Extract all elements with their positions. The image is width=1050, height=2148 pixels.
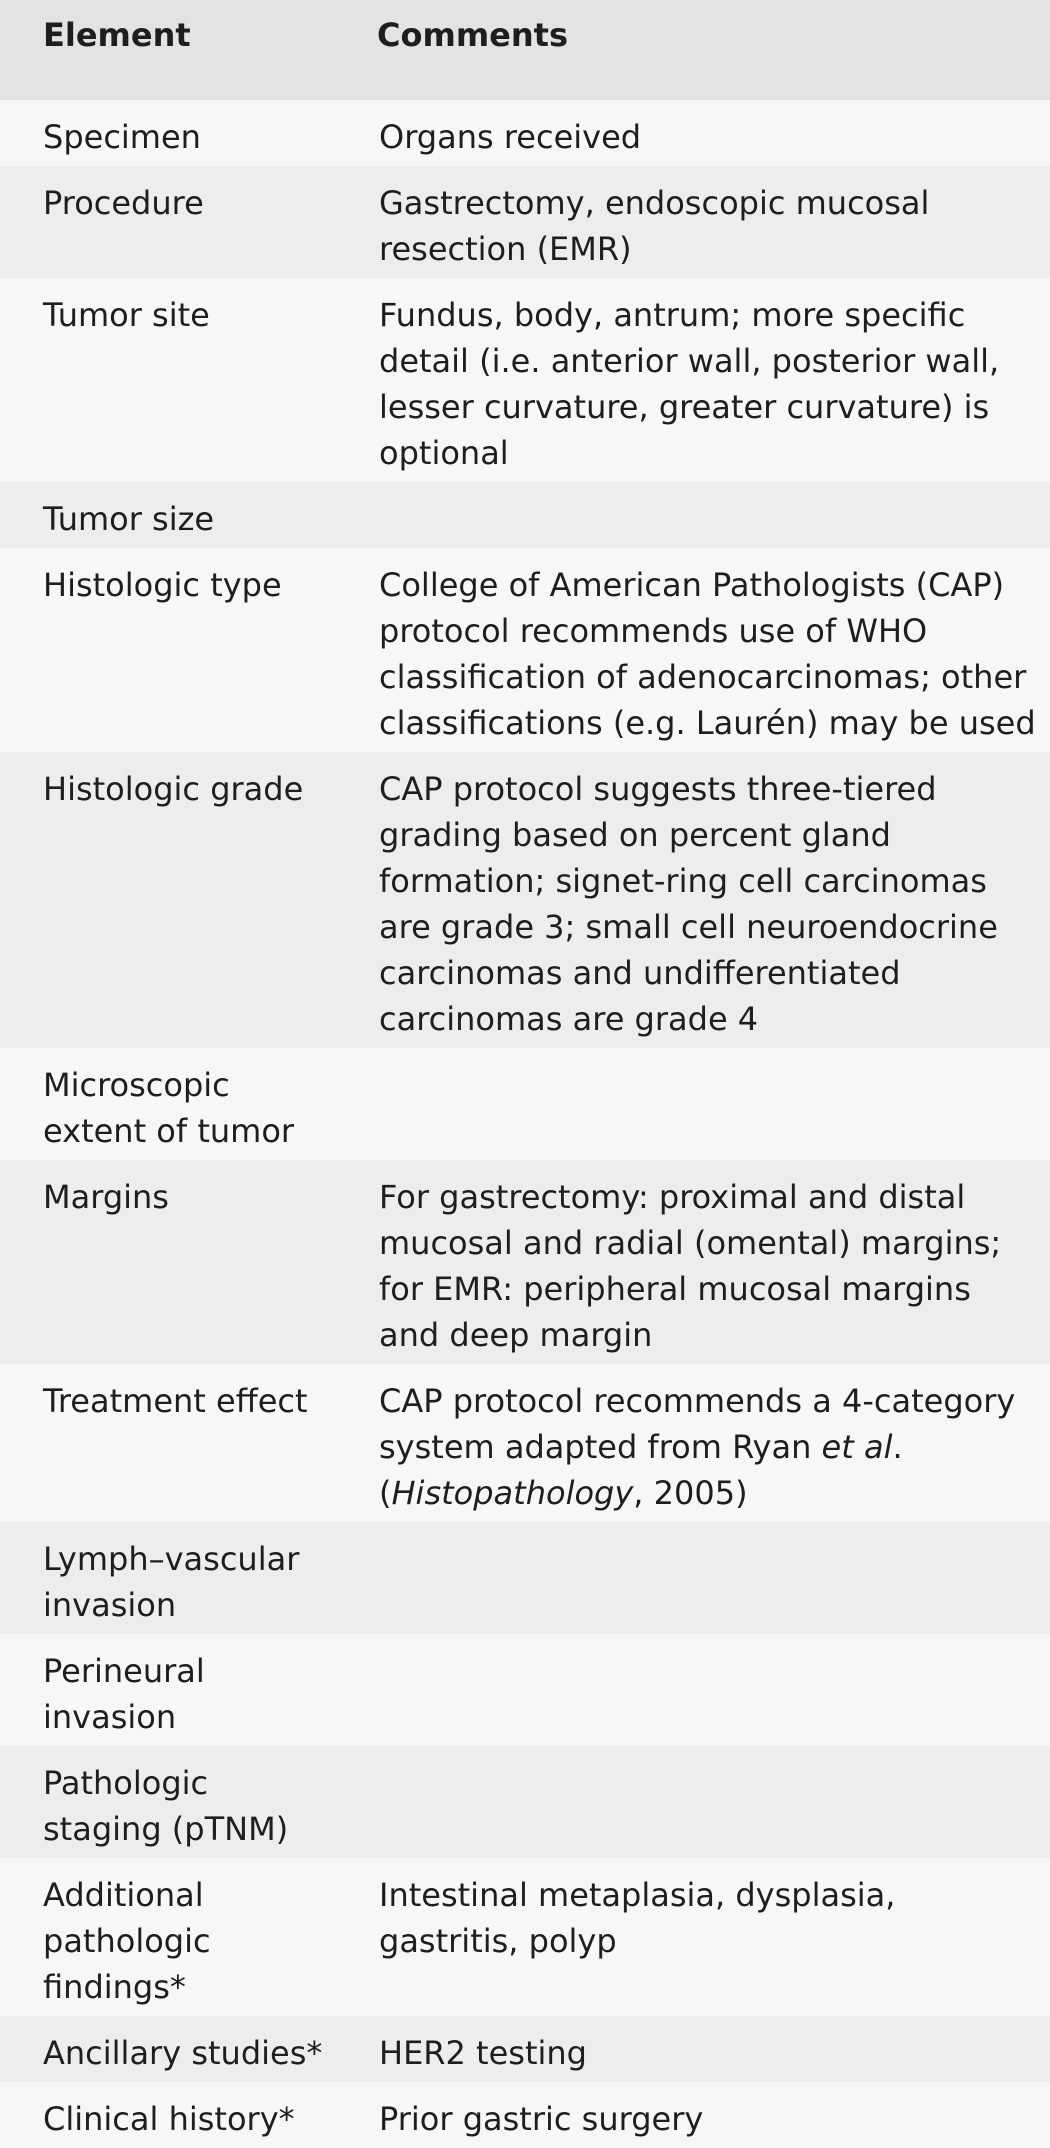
element-cell: Margins — [0, 1160, 334, 1364]
header-element: Element — [0, 0, 334, 100]
comment-cell — [334, 1522, 1050, 1634]
element-cell: Pathologic staging (pTNM) — [0, 1746, 334, 1858]
comment-cell: Gastrectomy, endoscopic mucosal resection (EMR) — [334, 166, 1050, 278]
header-row — [0, 0, 1050, 100]
element-cell: Ancillary studies* — [0, 2016, 334, 2082]
comment-cell — [334, 1634, 1050, 1746]
element-cell: Microscopic extent of tumor — [0, 1048, 334, 1160]
comment-cell: HER2 testing — [334, 2016, 1050, 2082]
comment-cell: Intestinal metaplasia, dysplasia, gastritis, polyp — [334, 1858, 1050, 2016]
table-row — [0, 1160, 1050, 1364]
table-row — [0, 1634, 1050, 1746]
table-row — [0, 1746, 1050, 1858]
header-comments: Comments — [334, 0, 1050, 100]
table-row — [0, 752, 1050, 1048]
element-cell: Specimen — [0, 100, 334, 166]
element-cell: Histologic type — [0, 548, 334, 752]
element-cell: Treatment effect — [0, 1364, 334, 1522]
comment-cell: For gastrectomy: proximal and distal mucosal and radial (omental) margins; for EMR: peripheral mucosal margins and deep margin — [334, 1160, 1050, 1364]
comment-text: , 2005) — [633, 1474, 748, 1512]
element-cell: Tumor size — [0, 482, 334, 548]
table-row — [0, 548, 1050, 752]
journal-title: Histopathology — [391, 1474, 634, 1512]
table-row — [0, 278, 1050, 482]
table-row — [0, 100, 1050, 166]
comment-italic-text: et al — [821, 1428, 893, 1466]
element-cell: Histologic grade — [0, 752, 334, 1048]
table-row — [0, 2016, 1050, 2082]
element-cell: Procedure — [0, 166, 334, 278]
comment-cell — [334, 482, 1050, 548]
comment-cell: Fundus, body, antrum; more specific detail (i.e. anterior wall, posterior wall, lesser curvature, greater curvature) is optional — [334, 278, 1050, 482]
table-row — [0, 166, 1050, 278]
comment-text: CAP protocol recommends a 4-category system adapted from Ryan — [379, 1382, 1016, 1466]
table-row — [0, 1048, 1050, 1160]
comment-cell: CAP protocol suggests three-tiered grading based on percent gland formation; signet-ring cell carcinomas are grade 3; small cell neuroendocrine carcinomas and undifferentiated carcinomas are grade 4 — [334, 752, 1050, 1048]
comment-cell — [334, 1048, 1050, 1160]
comment-cell: Organs received — [334, 100, 1050, 166]
table-row — [0, 1522, 1050, 1634]
comment-cell: College of American Pathologists (CAP) protocol recommends use of WHO classification of adenocarcinomas; other classifications (e.g. Laurén) may be used — [334, 548, 1050, 752]
element-cell: Additional pathologic findings* — [0, 1858, 334, 2016]
comment-text: . ( — [379, 1428, 903, 1512]
table-row — [0, 2082, 1050, 2148]
table-row — [0, 482, 1050, 548]
table-row — [0, 1858, 1050, 2016]
comment-cell: Prior gastric surgery — [334, 2082, 1050, 2148]
element-cell: Tumor site — [0, 278, 334, 482]
element-cell: Clinical history* — [0, 2082, 334, 2148]
comment-cell — [334, 1746, 1050, 1858]
comment-cell — [334, 1364, 1050, 1522]
element-cell: Perineural invasion — [0, 1634, 334, 1746]
table-row — [0, 1364, 1050, 1522]
element-cell: Lymph–vascular invasion — [0, 1522, 334, 1634]
